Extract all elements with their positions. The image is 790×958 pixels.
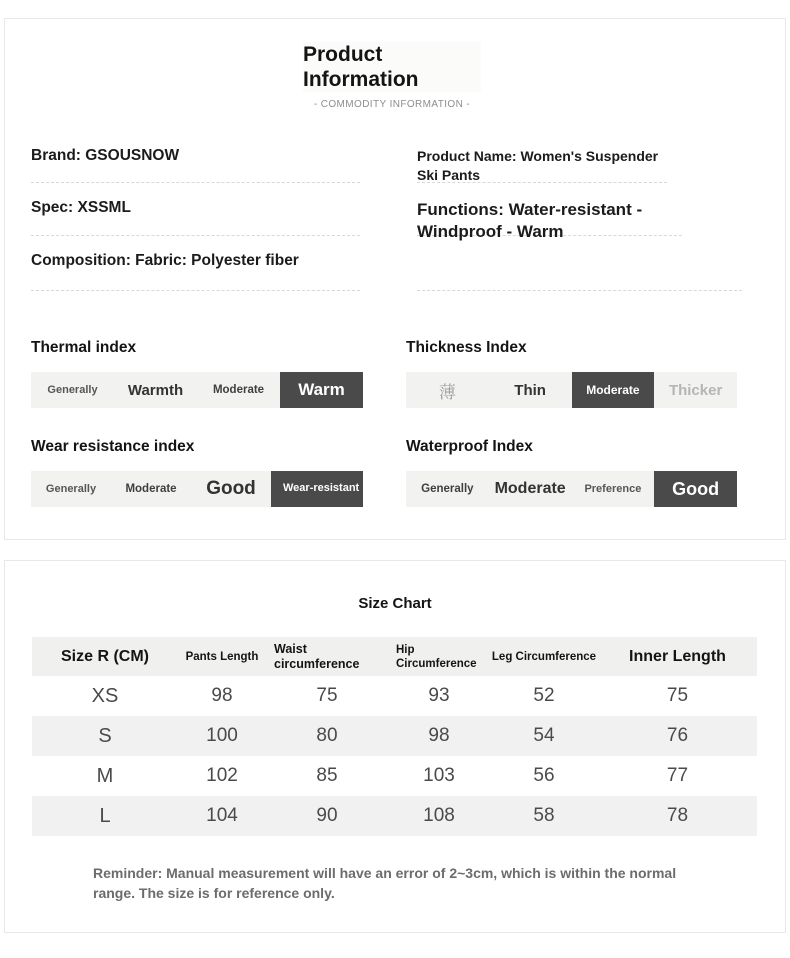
thermal-index-title: Thermal index <box>31 339 137 356</box>
wear-resistance-index-title: Wear resistance index <box>31 438 195 455</box>
brand-field: Brand: GSOUSNOW <box>31 140 360 183</box>
size-cell: XS <box>91 684 119 707</box>
empty-field <box>417 236 742 291</box>
value-cell: 77 <box>666 765 689 786</box>
value-cell: 56 <box>533 765 555 786</box>
size-chart-table <box>32 637 757 836</box>
size-cell: L <box>99 804 111 827</box>
measurement-reminder-note: Reminder: Manual measurement will have an error of 2~3cm, which is within the normal range. The size is for reference only. <box>93 865 677 902</box>
product-card-header <box>303 42 481 110</box>
page-title: Product Information <box>303 42 481 92</box>
table-row-m <box>32 756 757 796</box>
waterproof-index-section <box>406 438 737 507</box>
thermal-index-bar <box>31 372 363 408</box>
waterproof-segment-good-selected: Good <box>654 471 737 507</box>
value-cell: 108 <box>423 805 455 826</box>
header-pants-length: Pants Length <box>178 637 266 676</box>
size-cell: S <box>98 724 112 747</box>
waterproof-segment-generally: Generally <box>421 483 474 495</box>
thermal-segment-generally: Generally <box>47 384 98 396</box>
value-cell: 93 <box>428 685 450 706</box>
table-row-s <box>32 716 757 756</box>
value-cell: 102 <box>206 765 238 786</box>
value-cell: 75 <box>316 685 338 706</box>
waterproof-index-title: Waterproof Index <box>406 438 533 455</box>
value-cell: 52 <box>533 685 555 706</box>
thermal-segment-warm-selected: Warm <box>280 372 363 408</box>
spec-field: Spec: XSSML <box>31 183 360 236</box>
value-cell: 80 <box>316 725 338 746</box>
wear-segment-moderate: Moderate <box>125 483 177 495</box>
thickness-segment-thin-cn: 薄 <box>438 382 456 402</box>
thermal-segment-warmth: Warmth <box>127 381 184 399</box>
header-size: Size R (CM) <box>32 637 178 676</box>
wear-segment-generally: Generally <box>45 483 97 495</box>
header-waist-circumference: Waist circumference <box>266 637 388 676</box>
product-attributes-grid <box>31 140 747 291</box>
thermal-index-section <box>31 339 363 408</box>
waterproof-segment-moderate: Moderate <box>494 480 566 497</box>
functions-field: Functions: Water-resistant - Windproof - Warm <box>417 183 682 236</box>
value-cell: 85 <box>316 765 338 786</box>
table-row-l <box>32 796 757 836</box>
header-hip-circumference: Hip Circumference <box>388 637 490 676</box>
thickness-segment-thin: Thin <box>514 381 546 399</box>
value-cell: 104 <box>206 805 238 826</box>
wear-segment-good: Good <box>206 478 256 499</box>
page-subtitle: - COMMODITY INFORMATION - <box>313 99 471 110</box>
thickness-index-bar <box>406 372 737 408</box>
header-leg-circumference: Leg Circumference <box>490 637 598 676</box>
size-chart-title: Size Chart <box>358 595 432 612</box>
wear-resistance-index-bar <box>31 471 363 507</box>
thickness-segment-thicker: Thicker <box>668 381 723 399</box>
waterproof-index-bar <box>406 471 737 507</box>
size-table-header-row <box>32 637 757 676</box>
value-cell: 98 <box>428 725 450 746</box>
thermal-segment-moderate: Moderate <box>212 384 265 396</box>
header-inner-length: Inner Length <box>598 637 757 676</box>
thickness-index-section <box>406 339 737 408</box>
value-cell: 76 <box>666 725 689 746</box>
thickness-index-title: Thickness Index <box>406 339 527 356</box>
wear-resistance-index-section <box>31 438 363 507</box>
value-cell: 98 <box>211 685 233 706</box>
waterproof-segment-preference: Preference <box>584 483 642 495</box>
composition-field: Composition: Fabric: Polyester fiber <box>31 236 360 291</box>
value-cell: 78 <box>666 805 689 826</box>
wear-segment-wear-resistant-selected: Wear-resistant <box>271 471 363 507</box>
value-cell: 75 <box>666 685 689 706</box>
product-name-field: Product Name: Women's Suspender Ski Pants <box>417 140 667 183</box>
thickness-segment-moderate-selected: Moderate <box>572 372 655 408</box>
value-cell: 100 <box>206 725 238 746</box>
value-cell: 90 <box>316 805 338 826</box>
size-cell: M <box>96 764 114 787</box>
size-chart-card <box>4 560 786 933</box>
value-cell: 58 <box>533 805 555 826</box>
table-row-xs <box>32 676 757 716</box>
product-information-card <box>4 18 786 540</box>
value-cell: 54 <box>533 725 555 746</box>
value-cell: 103 <box>423 765 455 786</box>
